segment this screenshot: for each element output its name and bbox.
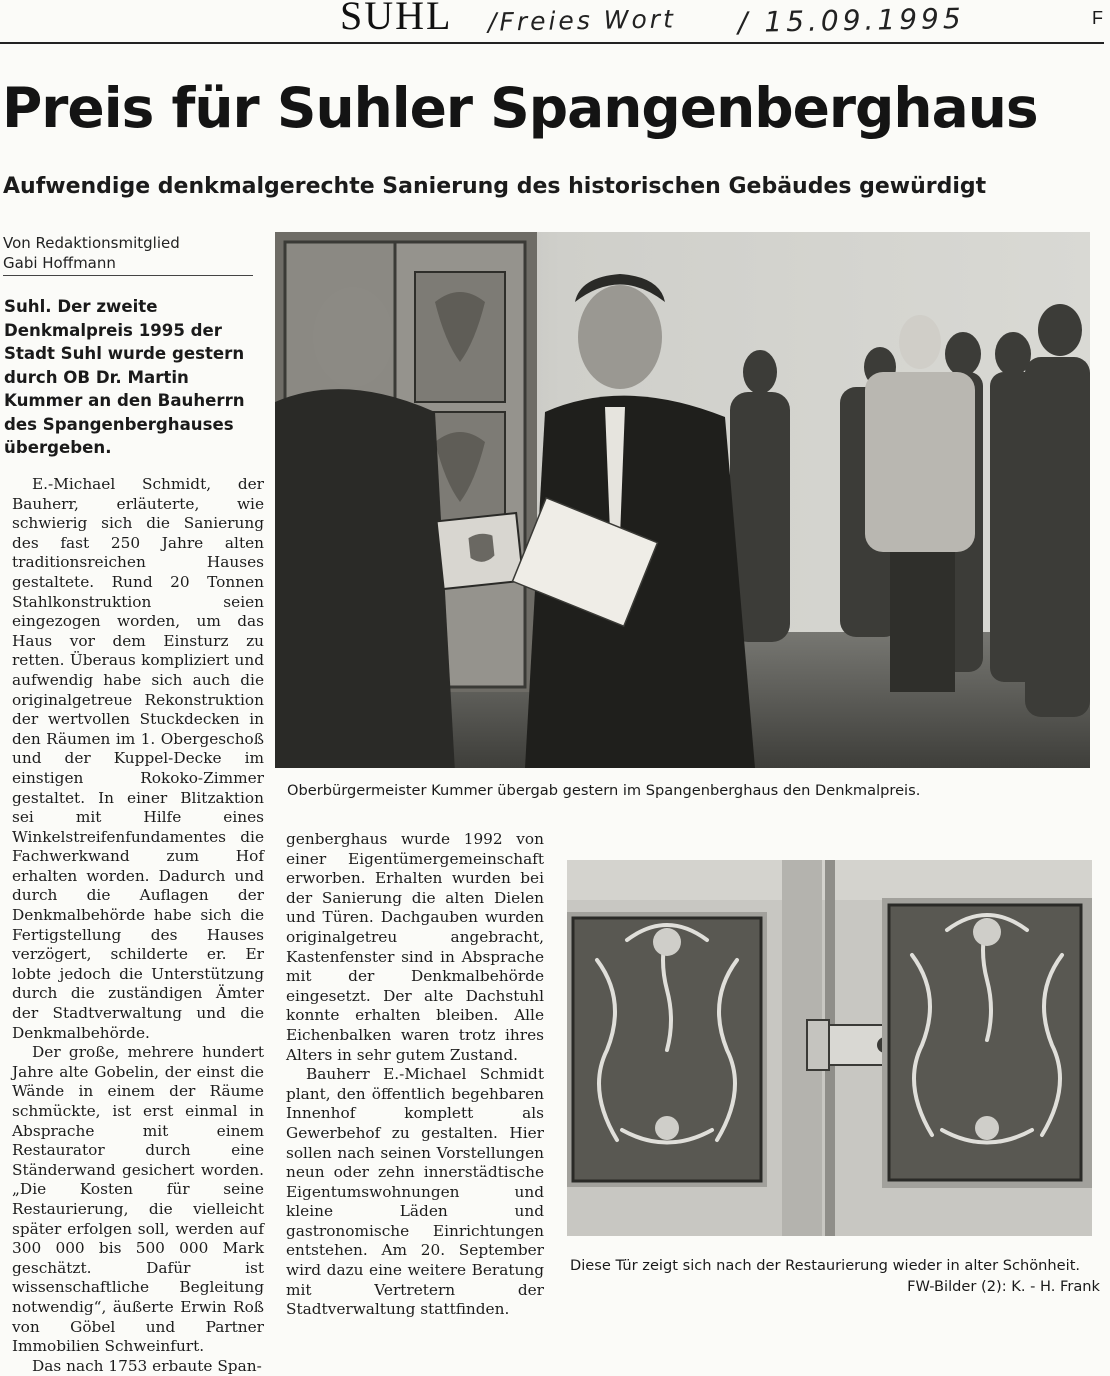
paragraph: Bauherr E.-Michael Schmidt plant, den öffentlich begehbaren Innenhof komplett als Gewerbehof zu gestalten. Hier sollen nach seinen Vorstellungen neun oder zehn innerstädtische Eigentumswohnungen und kleine Läden und gastronomische Einrichtungen entstehen. Am 20. September wird dazu eine weitere Beratung mit Vertretern der Stadtverwaltung stattfinden.	[286, 1065, 544, 1319]
door-illustration	[567, 860, 1092, 1236]
byline-rule	[3, 275, 253, 276]
byline-role: Von Redaktionsmitglied	[3, 234, 180, 252]
byline-author: Gabi Hoffmann	[3, 254, 116, 272]
masthead-city: SUHL	[340, 0, 453, 38]
article-column-1	[12, 475, 264, 1376]
page-letter: F	[1092, 8, 1103, 28]
restored-door-photo	[567, 860, 1092, 1236]
masthead-rule	[0, 42, 1104, 44]
award-ceremony-photo	[275, 232, 1090, 768]
ceremony-illustration	[275, 232, 1090, 768]
handwritten-date: / 15.09.1995	[737, 2, 965, 39]
byline	[3, 233, 253, 273]
headline: Preis für Suhler Spangenberghaus	[2, 76, 1038, 140]
article-lead: Suhl. Der zweite Denkmalpreis 1995 der Stadt Suhl wurde gestern durch OB Dr. Martin Kummer an den Bauherrn des Spangenberghauses übergeben.	[4, 297, 245, 457]
photo-caption-door: Diese Tür zeigt sich nach der Restaurierung wieder in alter Schönheit.	[570, 1257, 1081, 1274]
article-column-2	[286, 830, 544, 1320]
paragraph: Der große, mehrere hundert Jahre alte Gobelin, der einst die Wände in einem der Räume schmückte, ist erst einmal in Absprache mit einem Restaurator durch eine Ständerwand gesichert worden. „Die Kosten für seine Restaurierung, die vielleicht später erfolgen soll, werden auf 300 000 bis 500 000 Mark geschätzt. Dafür ist wissenschaftliche Begleitung notwendig“, äußerte Erwin Roß von Göbel und Partner Immobilien Schweinfurt.	[12, 1043, 264, 1356]
handwritten-source: /Freies Wort	[487, 4, 677, 37]
paragraph: E.-Michael Schmidt, der Bauherr, erläuterte, wie schwierig sich die Sanierung des fast 250 Jahre alten traditionsreichen Hauses gestaltete. Rund 20 Tonnen Stahlkonstruktion seien eingezogen worden, um das Haus vor dem Einsturz zu retten. Überaus kompliziert und aufwendig habe sich auch die originalgetreue Rekonstruktion der wertvollen Stuckdecken in den Räumen im 1. Obergeschoß und der Kuppel-Decke im einstigen Rokoko-Zimmer gestaltet. In einer Blitzaktion sei mit Hilfe eines Winkelstreifenfundamentes die Fachwerkwand zum Hof erhalten worden. Dadurch und durch die Auflagen der Denkmalbehörde habe sich die Fertigstellung des Hauses verzögert, schilderte er. Er lobte jedoch die Unterstützung durch die zuständigen Ämter der Stadtverwaltung und die Denkmalbehörde.	[12, 475, 264, 1042]
photo-credit: FW-Bilder (2): K. - H. Frank	[907, 1278, 1100, 1295]
photo-caption: Oberbürgermeister Kummer übergab gestern im Spangenberghaus den Denkmalpreis.	[287, 782, 921, 799]
paragraph: genberghaus wurde 1992 von einer Eigentümergemeinschaft erworben. Erhalten wurden bei der Sanierung die alten Dielen und Türen. Dachgauben wurden originalgetreu angebracht, Kastenfenster sind in Absprache mit der Denkmalbehörde eingesetzt. Der alte Dachstuhl konnte erhalten bleiben. Alle Eichenbalken waren trotz ihres Alters in sehr gutem Zustand.	[286, 830, 544, 1064]
paragraph: Das nach 1753 erbaute Span-	[32, 1356, 262, 1375]
subheadline: Aufwendige denkmalgerechte Sanierung des historischen Gebäudes gewürdigt	[3, 174, 987, 199]
